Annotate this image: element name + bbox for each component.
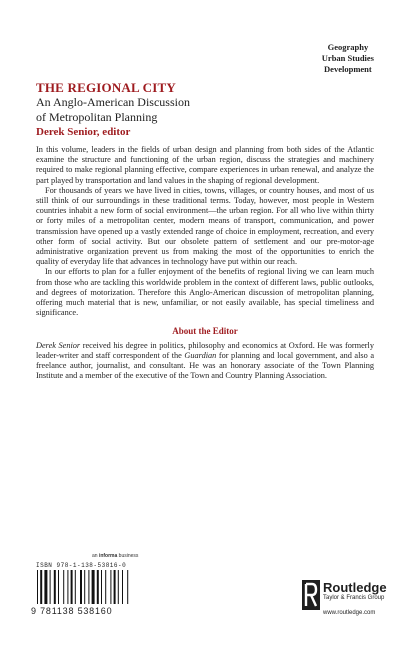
- barcode-bar: [37, 570, 38, 604]
- informa-suffix: business: [117, 553, 139, 559]
- barcode-bar: [71, 570, 73, 604]
- barcode-bar: [127, 570, 128, 604]
- blurb-paragraph-1: In this volume, leaders in the fields of urban design and planning from both sides of the Atlantic examine the structure and functioning of the urban region, discuss the strategies and machinery required to make regional planning effective, compare experiences in urban renewal, and analyze the part played by transportation and land values in the shaping of regional development.: [36, 145, 374, 185]
- subtitle-line-2: of Metropolitan Planning: [36, 110, 158, 124]
- informa-business-line: [92, 553, 138, 559]
- barcode-bar: [44, 570, 47, 604]
- informa-prefix: an: [92, 553, 99, 559]
- barcode-bar: [75, 570, 76, 604]
- barcode-bar: [122, 570, 123, 604]
- book-title: THE REGIONAL CITY: [36, 80, 176, 95]
- barcode-bar: [84, 570, 85, 604]
- barcode-digits: 9 781138 538160: [31, 606, 113, 616]
- blurb-paragraph-3: In our efforts to plan for a fuller enjoyment of the benefits of regional living we can learn much from those who are tackling this worldwide problem in the context of different laws, public outlooks, and degrees of motorization. Therefore this Anglo-American discussion of metropolitan planning, offering much material that is new, unfamiliar, or not easily available, has special timeliness and significance.: [36, 267, 374, 318]
- barcode-bar: [63, 570, 64, 604]
- subtitle-line-1: An Anglo-American Discussion: [36, 95, 190, 109]
- subject-geography: Geography: [327, 42, 369, 52]
- subject-categories: [322, 42, 374, 75]
- barcode-bar: [118, 570, 119, 604]
- barcode-bar: [105, 570, 106, 604]
- blurb-body: [36, 145, 374, 381]
- barcode-bar: [88, 570, 89, 604]
- barcode-bar: [97, 570, 99, 604]
- barcode-bar: [67, 570, 68, 604]
- about-editor-paragraph: [36, 341, 374, 382]
- editor-name: Derek Senior: [36, 340, 81, 350]
- blurb-paragraph-2: For thousands of years we have lived in cities, towns, villages, or country houses, and most of us still think of our surroundings in these traditional terms. Today, however, most people in Western countries inhabit a new form of social environment—the urban region. For all who live within thirty or forty miles of a metropolitan center, modern means of transport, communication, and power transmission have opened up a vastly extended range of choice in employment, recreation, and every other form of social activity. But our obsolete pattern of settlement and our pre-motor-age administrative organization prevent us from making the most of the opportunities to enrich the quality of everyday life that advances in technology have put within our reach.: [36, 185, 374, 267]
- author-credit: Derek Senior, editor: [36, 126, 131, 138]
- barcode-bar: [110, 570, 111, 604]
- publisher-url: www.routledge.com: [323, 610, 376, 616]
- barcode-bar: [92, 570, 95, 604]
- barcode-bar: [58, 570, 59, 604]
- about-text-1: received his degree in politics, philosophy and economics at Oxford. He was formerly leader-writer and staff correspondent of the: [36, 340, 374, 360]
- publisher-group: Taylor & Francis Group: [323, 595, 385, 601]
- barcode-bar: [40, 570, 42, 604]
- barcode-graphic: [36, 570, 132, 606]
- publisher-name: Routledge: [323, 580, 387, 595]
- subject-development: Development: [324, 64, 372, 74]
- isbn-text: ISBN 978-1-138-53816-0: [36, 562, 127, 569]
- barcode-bar: [101, 570, 102, 604]
- subject-urban-studies: Urban Studies: [321, 53, 374, 63]
- routledge-logo-icon: [302, 580, 320, 610]
- book-subtitle: [36, 95, 296, 125]
- informa-brand: informa: [98, 553, 118, 559]
- barcode-bar: [114, 570, 116, 604]
- about-text-2: for planning and local government, and also a freelance author, journalist, and consultant. He was an honorary associate of the Town Planning Institute and a member of the executive of the Town and Country Planning Association.: [36, 350, 374, 381]
- about-editor-heading: About the Editor: [172, 326, 238, 337]
- barcode-bar: [54, 570, 56, 604]
- barcode-bar: [80, 570, 82, 604]
- barcode-bar: [50, 570, 51, 604]
- publication-name: Guardian: [184, 350, 217, 360]
